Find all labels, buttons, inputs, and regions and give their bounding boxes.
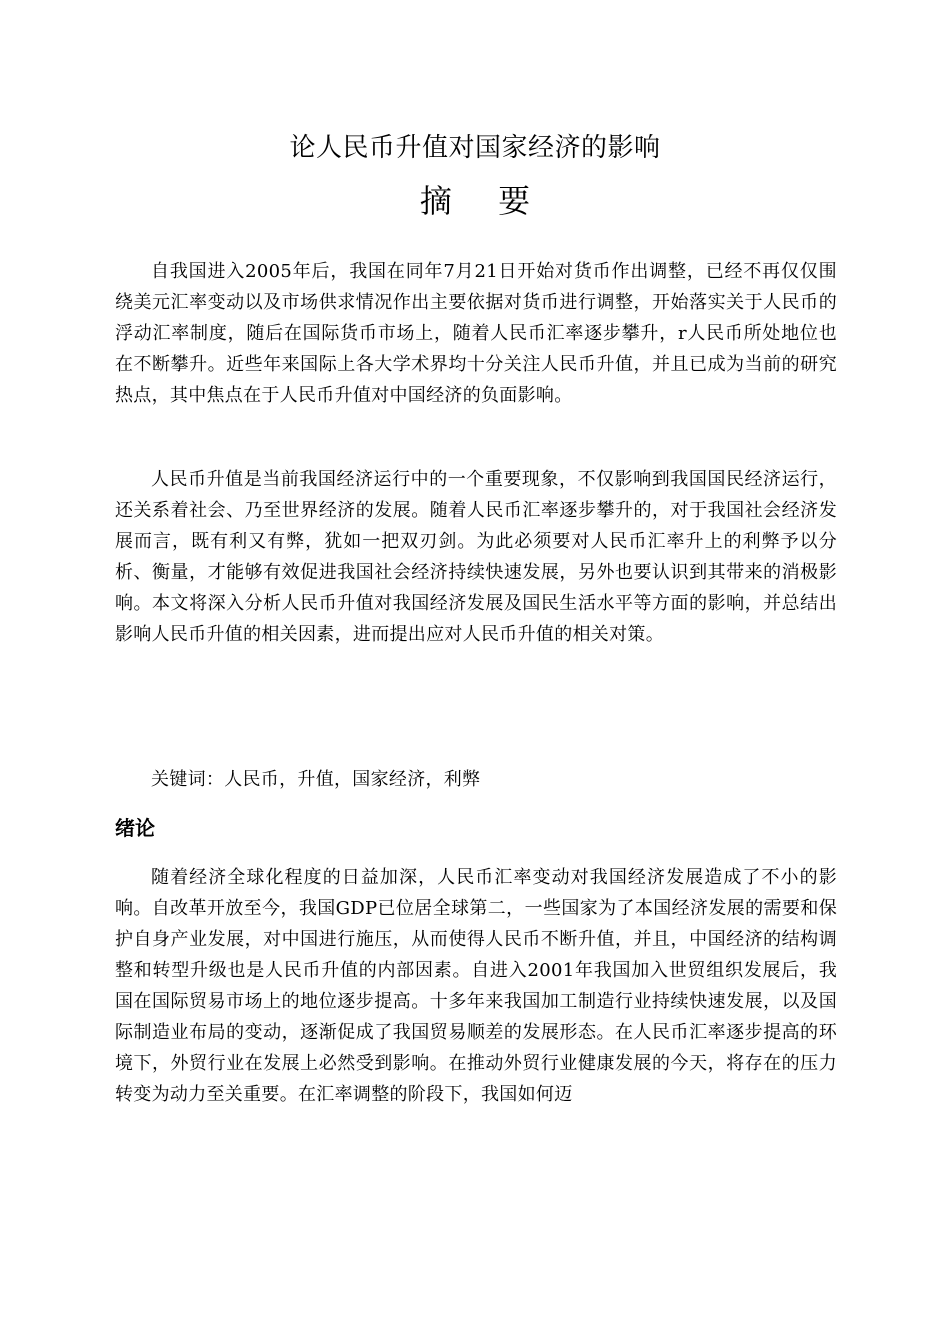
keywords-line: 关键词：人民币，升值，国家经济，利弊 [151,769,481,790]
document-title: 论人民币升值对国家经济的影响 [289,133,661,163]
intro-paragraph: 随着经济全球化程度的日益加深，人民币汇率变动对我国经济发展造成了不小的影响。自改革开放至今，我国GDP已位居全球第二，一些国家为了本国经济发展的需要和保护自身产业发展，对中国进行施压，从而使得人民币不断升值，并且，中国经济的结构调整和转型升级也是人民币升值的内部因素。自进入2001年我国加入世贸组织发展后，我国在国际贸易市场上的地位逐步提高。十多年来我国加工制造行业持续快速发展，以及国际制造业布局的变动，逐渐促成了我国贸易顺差的发展形态。在人民币汇率逐步提高的环境下，外贸行业在发展上必然受到影响。在推动外贸行业健康发展的今天，将存在的压力转变为动力至关重要。在汇率调整的阶段下，我国如何迈 [115,867,837,1105]
abstract-paragraph-1: 自我国进入2005年后，我国在同年7月21日开始对货币作出调整，已经不再仅仅围绕美元汇率变动以及市场供求情况作出主要依据对货币进行调整，开始落实关于人民币的浮动汇率制度，随后在国际货币市场上，随着人民币汇率逐步攀升，r人民币所处地位也在不断攀升。近些年来国际上各大学术界均十分关注人民币升值，并且已成为当前的研究热点，其中焦点在于人民币升值对中国经济的负面影响。 [115,261,837,406]
abstract-paragraph-2: 人民币升值是当前我国经济运行中的一个重要现象，不仅影响到我国国民经济运行，还关系着社会、乃至世界经济的发展。随着人民币汇率逐步攀升的，对于我国社会经济发展而言，既有利又有弊，犹如一把双刃剑。为此必须要对人民币汇率升上的利弊予以分析、衡量，才能够有效促进我国社会经济持续快速发展，另外也要认识到其带来的消极影响。本文将深入分析人民币升值对我国经济发展及国民生活水平等方面的影响，并总结出影响人民币升值的相关因素，进而提出应对人民币升值的相关对策。 [115,469,837,645]
section-heading-introduction: 绪论 [115,816,155,840]
abstract-heading: 摘 要 [419,182,549,220]
